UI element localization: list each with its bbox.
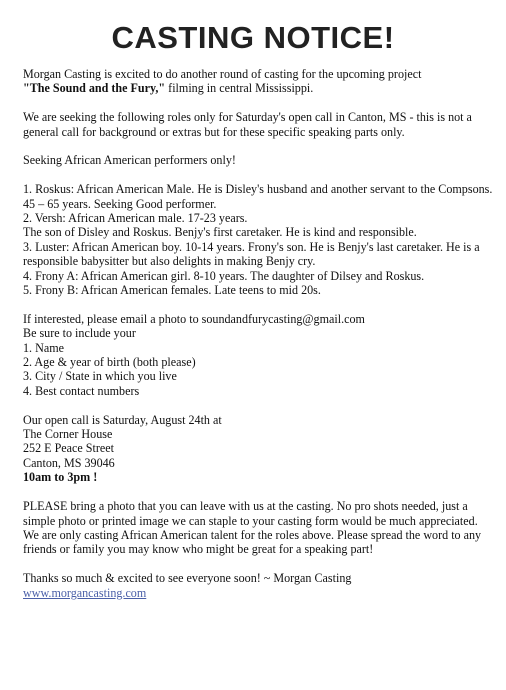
include-item: 2. Age & year of birth (both please): [23, 355, 196, 370]
role-item: 1. Roskus: African American Male. He is Disley's husband and another servant to the Compsons. 45 – 65 years. Seeking Good performer.: [23, 182, 493, 211]
website-link[interactable]: www.morgancasting.com: [23, 585, 147, 600]
roles-list: [23, 182, 493, 297]
email-line: If interested, please email a photo to soundandfurycasting@gmail.com: [23, 311, 365, 326]
open-call-date: Our open call is Saturday, August 24th at: [23, 412, 222, 427]
closing-section: [23, 571, 493, 600]
open-call-section: [23, 413, 493, 485]
photo-note: PLEASE bring a photo that you can leave with us at the casting. No pro shots needed, just a simple photo or printed image we can staple to your casting form would be much appreciated.: [23, 499, 478, 528]
seeking-performers-line: Seeking African American performers only!: [23, 153, 236, 168]
include-item: 1. Name: [23, 340, 64, 355]
include-item: 4. Best contact numbers: [23, 383, 140, 398]
spread-note: We are only casting African American talent for the roles above. Please spread the word to any friends or family you may know who might be great for a speaking part!: [23, 527, 482, 557]
notice-body: [23, 67, 493, 614]
seeking-roles-paragraph: We are seeking the following roles only for Saturday's open call in Canton, MS - this is not a general call for background or extras but for these specific speaking parts only.: [23, 110, 472, 139]
role-item: 2. Versh: African American male. 17-23 years.: [23, 211, 248, 226]
role-item: 5. Frony B: African American females. Late teens to mid 20s.: [23, 283, 321, 298]
open-call-time: 10am to 3pm !: [23, 470, 98, 485]
include-item: 3. City / State in which you live: [23, 369, 177, 384]
closing-line: Thanks so much & excited to see everyone soon! ~ Morgan Casting: [23, 571, 352, 586]
venue-city: Canton, MS 39046: [23, 455, 115, 470]
venue-name: The Corner House: [23, 427, 113, 442]
intro-suffix: filming in central Mississippi.: [165, 81, 314, 96]
role-item: 3. Luster: African American boy. 10-14 years. Frony's son. He is Benjy's last caretaker. He is a responsible babysitter but also delights in making Benjy cry.: [23, 239, 480, 269]
role-item: The son of Disley and Roskus. Benjy's first caretaker. He is kind and responsible.: [23, 225, 417, 240]
intro-paragraph: [23, 67, 493, 96]
notice-title: CASTING NOTICE!: [111, 20, 395, 55]
include-intro: Be sure to include your: [23, 326, 136, 341]
intro-prefix: Morgan Casting is excited to do another round of casting for the upcoming project: [23, 67, 422, 81]
venue-street: 252 E Peace Street: [23, 441, 115, 456]
project-title: "The Sound and the Fury,": [23, 81, 166, 96]
contact-section: [23, 312, 493, 398]
role-item: 4. Frony A: African American girl. 8-10 years. The daughter of Dilsey and Roskus.: [23, 268, 425, 283]
